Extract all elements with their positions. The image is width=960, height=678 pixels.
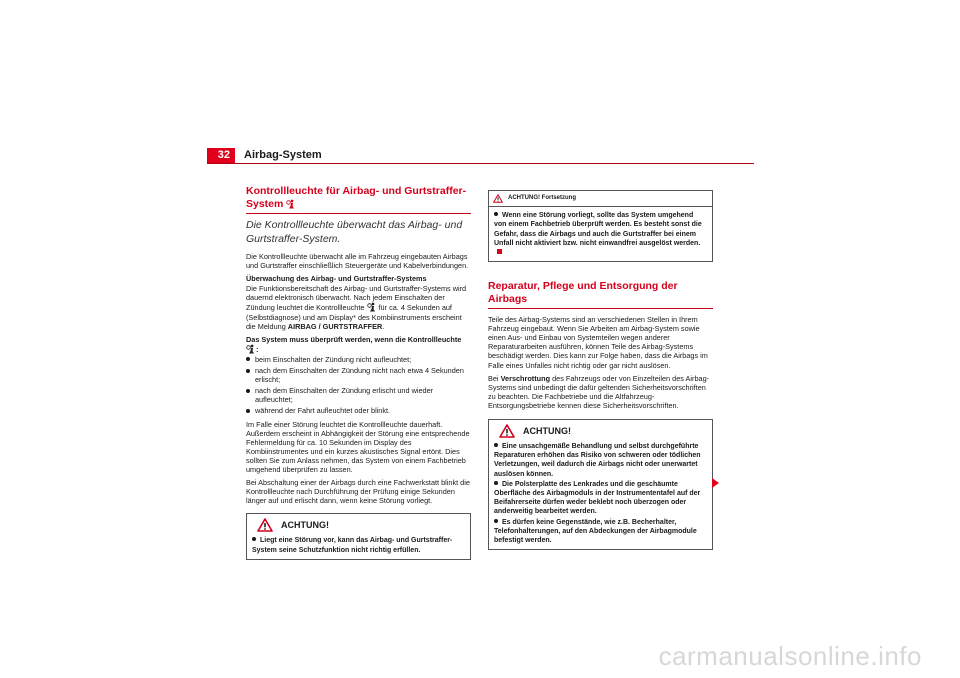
warning-box-continued (488, 190, 713, 262)
warning-header (489, 420, 712, 440)
warning-item-text: Es dürfen keine Gegenstände, wie z.B. Becherhalter, Telefonhalterungen, auf den Abdeckungen der Airbagmodule befestigt werden. (494, 518, 697, 545)
warning-item-text: Eine unsachgemäße Behandlung und selbst durchgeführte Reparaturen erhöhen das Risiko von schweren oder tödlichen Verletzungen, weil dadurch die Airbags nicht oder unerwartet auslösen können. (494, 443, 701, 478)
paragraph: Im Falle einer Störung leuchtet die Kontrollleuchte dauerhaft. Außerdem erscheint in Abhängigkeit der Störung eine entsprechende Fehlermeldung für ca. 10 Sekunden im Display des Kombiinstrumentes und ein kurzes akustisches Signal ertönt. Dies sollten Sie zum Anlass nehmen, das System von einem Fachbetrieb umgehend überprüfen zu lassen. (246, 419, 470, 474)
bullet-dot (494, 212, 498, 216)
warning-triangle-icon (499, 424, 515, 438)
section-title-repair: Reparatur, Pflege und Entsorgung der Airbags (488, 280, 713, 309)
warning-item (252, 536, 465, 554)
continue-arrow-icon (712, 478, 719, 488)
running-header-title: Airbag-System (244, 149, 322, 161)
warning-body (489, 440, 712, 549)
page-number: 32 (207, 148, 235, 163)
paragraph-text: für ca. 4 Sekunden auf (Selbstdiagnose) und am Display* des Kombiinstruments erscheint die Meldung (246, 303, 462, 331)
warning-item (494, 518, 707, 546)
warning-title: ACHTUNG! (523, 425, 571, 436)
section-title-warning-lamp (246, 185, 471, 214)
warning-title: ACHTUNG! Fortsetzung (508, 195, 576, 201)
warning-body (489, 206, 712, 261)
warning-item-text: Liegt eine Störung vor, kann das Airbag- und Gurtstraffer-System seine Schutzfunktion nicht richtig erfüllen. (252, 537, 453, 554)
subheading-text: : (256, 344, 259, 354)
paragraph-text: . (382, 321, 385, 331)
header-rule (207, 163, 754, 164)
end-marker-icon (497, 249, 502, 254)
paragraph: Die Kontrollleuchte überwacht alle im Fahrzeug eingebauten Airbags und Gurtstraffer einschließlich Steuergeräte und Kabelverbindungen. (246, 252, 469, 271)
subheading: Überwachung des Airbag- und Gurtstraffer-Systems (246, 274, 427, 284)
warning-header (247, 514, 470, 534)
warning-box (246, 513, 471, 559)
warning-triangle-icon (257, 518, 273, 532)
bullet-list (246, 355, 471, 416)
warning-item-text: Wenn eine Störung vorliegt, sollte das System umgehend von einem Fachbetrieb überprüft werden. Es besteht sonst die Gefahr, dass die Airbags und auch die Gurtstraffer bei einem Unfall nicht aktiviert bzw. nicht einwandfrei ausgelöst werden. (494, 212, 702, 247)
paragraph-bold-term: Verschrottung (500, 373, 551, 383)
warning-item (494, 211, 707, 257)
paragraph (246, 284, 471, 330)
paragraph (488, 374, 713, 410)
paragraph-text: Die Funktionsbereitschaft des Airbag- und Gurtstraffer-Systems wird dauernd elektronisch überwacht. Nach jedem Einschalten der Zündung leuchtet die Kontrollleuchte (246, 284, 467, 313)
bullet-dot (252, 537, 256, 541)
airbag-lamp-icon (246, 344, 259, 354)
list-item: während der Fahrt aufleuchtet oder blinkt. (246, 406, 471, 415)
watermark: carmanualsonline.info (658, 641, 922, 671)
bullet-dot (494, 519, 498, 523)
paragraph-text: Bei (488, 373, 499, 383)
right-column (488, 190, 713, 556)
paragraph-text: des Fahrzeugs oder von Einzelteilen des Airbag-Systems sind unbedingt die dafür geltenden Sicherheitsvorschriften zu beachten. Die Fachbetriebe und die Altfahrzeug-Entsorgungsbetriebe kennen diese Sicherheitsvorschriften. (488, 373, 710, 410)
left-column (246, 185, 471, 566)
paragraph: Teile des Airbag-Systems sind an verschiedenen Stellen in Ihrem Fahrzeug eingebaut. Wenn Sie Arbeiten am Airbag-System sowie einen Aus- und Einbau von Systemteilen wegen anderer Reparaturarbeiten ausführen, können Teile des Airbag-Systems beschädigt werden. Dies kann zur Folge haben, dass die Airbags im Falle eines Unfalles nicht richtig oder gar nicht auslösen. (488, 315, 708, 370)
section-title-text: Kontrollleuchte für Airbag- und Gurtstraffer-System (246, 185, 467, 210)
airbag-lamp-icon (286, 199, 296, 209)
lead-text: Die Kontrollleuchte überwacht das Airbag- und Gurtstraffer-System. (246, 219, 463, 245)
subheading-text: Das System muss überprüft werden, wenn die Kontrollleuchte (246, 334, 462, 344)
display-message: AIRBAG / GURTSTRAFFER (287, 321, 383, 331)
warning-item-text: Die Polsterplatte des Lenkrades und die geschäumte Oberfläche des Airbagmoduls in der Instrumententafel auf der Beifahrerseite dürfen weder beklebt noch überzogen oder anderweitig bearbeitet werden. (494, 480, 701, 516)
warning-triangle-icon (493, 194, 503, 203)
airbag-lamp-icon (367, 302, 377, 312)
warning-box (488, 419, 713, 550)
subheading (246, 335, 471, 354)
bullet-dot (494, 481, 498, 485)
warning-body (247, 534, 470, 558)
warning-title: ACHTUNG! (281, 519, 329, 530)
list-item: beim Einschalten der Zündung nicht aufleuchtet; (246, 355, 471, 364)
warning-item (494, 480, 707, 517)
paragraph: Bei Abschaltung einer der Airbags durch eine Fachwerkstatt blinkt die Kontrollleuchte nach Durchführung der Prüfung einige Sekunden länger auf und erlischt dann, wenn keine Störung vorliegt. (246, 478, 470, 506)
list-item: nach dem Einschalten der Zündung erlischt und wieder aufleuchtet; (246, 386, 471, 404)
warning-item (494, 442, 707, 479)
bullet-dot (494, 443, 498, 447)
warning-header (489, 191, 712, 204)
list-item: nach dem Einschalten der Zündung nicht nach etwa 4 Sekunden erlischt; (246, 366, 471, 384)
